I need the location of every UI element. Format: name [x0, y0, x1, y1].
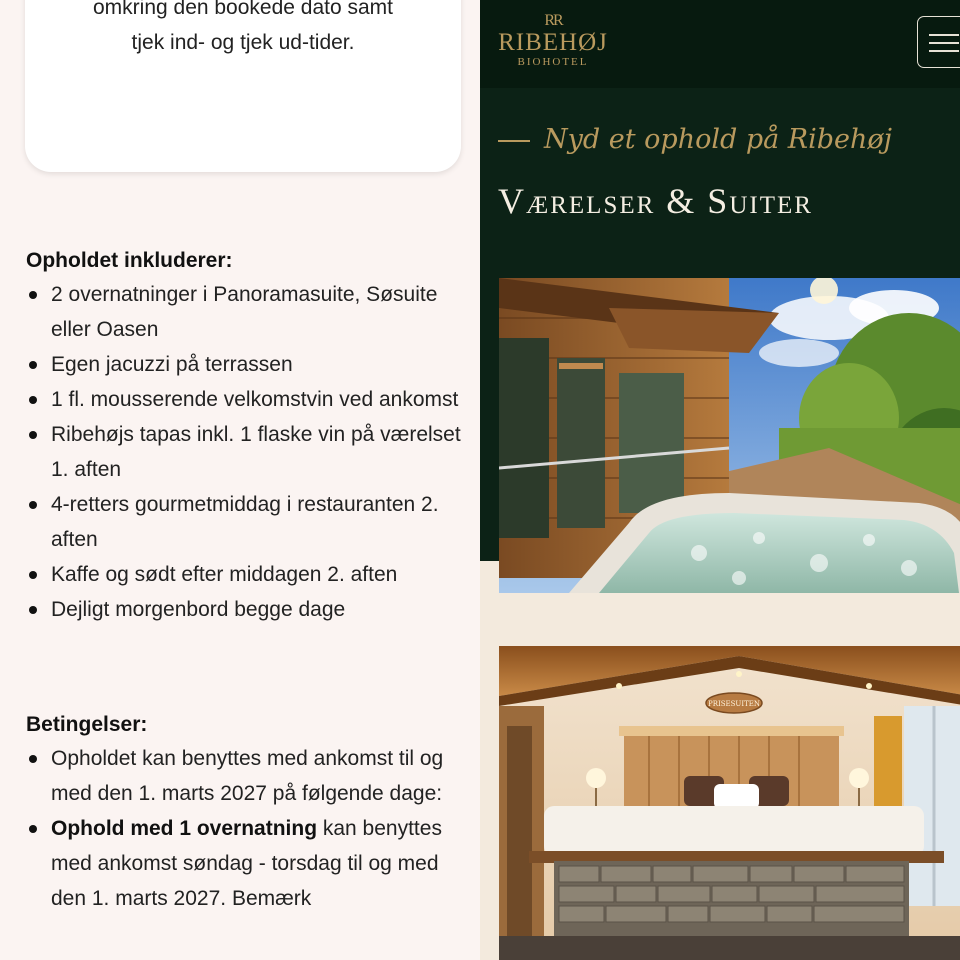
hotel-logo[interactable]	[498, 12, 608, 68]
condition-text: Opholdet kan benyttes med ankomst til og med den 1. marts 2027 på følgende dage:	[51, 747, 444, 805]
hamburger-menu-icon	[929, 34, 959, 36]
logo-monogram: RR	[544, 12, 562, 29]
list-item: Dejligt morgenbord begge dage	[26, 592, 471, 627]
suite-bedroom-photo[interactable]	[499, 646, 960, 960]
list-item	[26, 811, 471, 916]
info-card	[25, 0, 461, 172]
condition-text: kan benyttes med ankomst søndag - torsdag til og med den 1. marts 2027. Bemærk	[51, 817, 442, 910]
condition-bold: Ophold med 1 overnatning	[51, 817, 318, 840]
list-item	[26, 741, 471, 811]
tagline-text: Nyd et ophold på Ribehøj	[544, 124, 893, 155]
tagline-dash	[498, 140, 530, 142]
list-item: 2 overnatninger i Panoramasuite, Søsuite eller Oasen	[26, 277, 471, 347]
site-header	[480, 0, 960, 88]
logo-subtitle: BIOHOTEL	[517, 56, 589, 68]
menu-button[interactable]	[917, 16, 960, 68]
includes-title: Opholdet inkluderer:	[26, 249, 233, 272]
section-heading: Værelser & Suiter	[498, 181, 813, 221]
card-text	[25, 0, 461, 60]
list-item: Kaffe og sødt efter middagen 2. aften	[26, 557, 471, 592]
conditions-title: Betingelser:	[26, 713, 148, 736]
section-tagline	[498, 124, 892, 155]
list-item: Ribehøjs tapas inkl. 1 flaske vin på værelset 1. aften	[26, 417, 471, 487]
list-item: 4-retters gourmetmiddag i restauranten 2. aften	[26, 487, 471, 557]
hamburger-menu-icon	[929, 50, 959, 52]
includes-list	[26, 277, 471, 627]
suite-sign-text: PRISESUITEN	[707, 700, 761, 708]
list-item: 1 fl. mousserende velkomstvin ved ankomst	[26, 382, 471, 417]
list-item: Egen jacuzzi på terrassen	[26, 347, 471, 382]
card-text-line: omkring den bookede dato samt tjek ind- og tjek ud-tider.	[92, 0, 394, 54]
logo-name: RIBEHØJ	[498, 29, 608, 56]
terrace-jacuzzi-photo[interactable]	[499, 278, 960, 593]
conditions-list	[26, 741, 471, 916]
hamburger-menu-icon	[929, 42, 959, 44]
hotel-panel	[480, 0, 960, 960]
